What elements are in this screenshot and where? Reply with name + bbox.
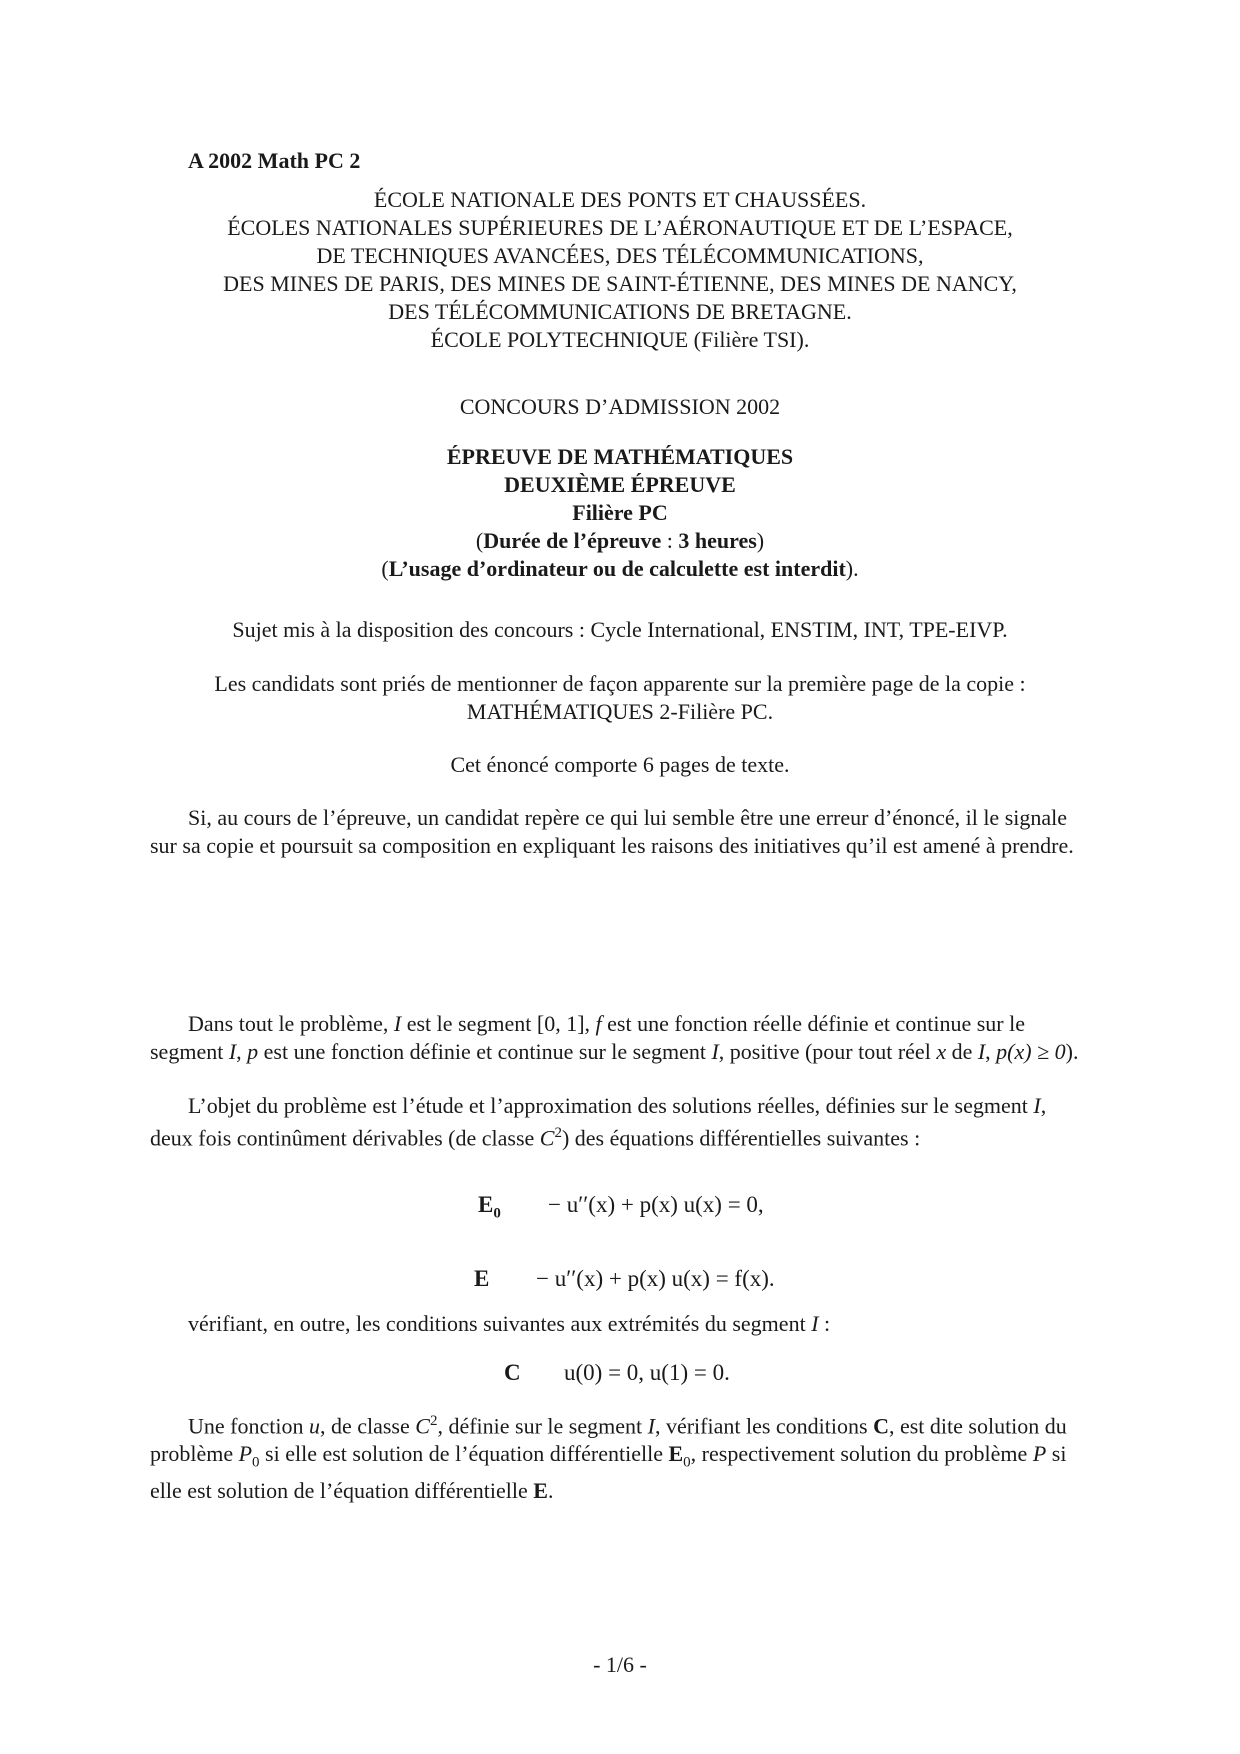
condition-label: C [504, 1360, 521, 1385]
epreuve-line-2: DEUXIÈME ÉPREUVE [504, 472, 736, 497]
school-line: DES MINES DE PARIS, DES MINES DE SAINT-ÉTIENNE, DES MINES DE NANCY, [223, 271, 1017, 296]
equation-expression: − u′′(x) + p(x) u(x) = 0, [548, 1192, 764, 1217]
pages-text: Cet énoncé comporte 6 pages de texte. [450, 752, 790, 777]
schools-block [150, 186, 1090, 354]
exam-code: A 2002 Math PC 2 [188, 148, 361, 173]
problem-paragraph-2: L’objet du problème est l’étude et l’approximation des solutions réelles, définies sur le segment I, deux fois continûment dérivables (de classe $C^2$) des équations différentielles suivantes : [150, 1093, 1047, 1150]
school-line: DE TECHNIQUES AVANCÉES, DES TÉLÉCOMMUNICATIONS, [316, 243, 924, 268]
condition-c [504, 1360, 730, 1386]
school-line: ÉCOLES NATIONALES SUPÉRIEURES DE L’AÉRONAUTIQUE ET DE L’ESPACE, [227, 215, 1013, 240]
equation-expression: − u′′(x) + p(x) u(x) = f(x). [536, 1266, 775, 1291]
usage-text: L’usage d’ordinateur ou de calculette est interdit [388, 556, 846, 581]
epreuve-line-1: ÉPREUVE DE MATHÉMATIQUES [446, 444, 794, 469]
problem-paragraph-3: Une fonction u, de classe $C^2$, définie sur le segment I, vérifiant les conditions C, est dite solution du problème $P_0$ si elle est solution de l’équation différentielle $E_0$, respectivement solution du problème P si elle est solution de l’équation différentielle E. [150, 1413, 1067, 1503]
equation-label: $E_0$ [478, 1192, 501, 1222]
mention-block [150, 670, 1090, 726]
mention-line-1: Les candidats sont priés de mentionner de façon apparente sur la première page de la copie : [214, 671, 1026, 696]
pages-line [150, 751, 1090, 779]
school-line: DES TÉLÉCOMMUNICATIONS DE BRETAGNE. [388, 299, 852, 324]
concours-title [150, 393, 1090, 421]
school-line: ÉCOLE POLYTECHNIQUE (Filière TSI). [430, 327, 810, 352]
epreuve-block [150, 443, 1090, 583]
paren: ). [845, 556, 859, 581]
paren: ) [756, 528, 765, 553]
school-line: ÉCOLE NATIONALE DES PONTS ET CHAUSSÉES. [373, 187, 867, 212]
duree-line [150, 527, 1090, 555]
concours-line: CONCOURS D’ADMISSION 2002 [459, 394, 781, 419]
problem-paragraph-1: Dans tout le problème, I est le segment [0, 1], f est une fonction réelle définie et continue sur le segment I, p est une fonction définie et continue sur le segment I, positive (pour tout réel x de I, p(x) ≥ 0). [150, 1011, 1079, 1064]
equation-label: E [474, 1266, 490, 1291]
equation-e [474, 1266, 775, 1292]
usage-line [150, 555, 1090, 583]
sujet-text: Sujet mis à la disposition des concours : Cycle International, ENSTIM, INT, TPE-EIVP. [232, 617, 1008, 642]
sujet-line [150, 616, 1090, 644]
paren: ( [475, 528, 484, 553]
erreur-paragraph: Si, au cours de l’épreuve, un candidat repère ce qui lui semble être une erreur d’énoncé, il le signale sur sa copie et poursuit sa composition en expliquant les raisons des initiatives qu’il est amené à prendre. [150, 805, 1074, 858]
verifiant-line: vérifiant, en outre, les conditions suivantes aux extrémités du segment I : [188, 1311, 831, 1336]
page-number: - 1/6 - [593, 1652, 647, 1677]
condition-expression: u(0) = 0, u(1) = 0. [564, 1360, 730, 1385]
paren: ( [381, 556, 389, 581]
mention-line-2: MATHÉMATIQUES 2-Filière PC. [466, 699, 774, 724]
sep: : [661, 528, 679, 553]
duree-label: Durée de l’épreuve [483, 528, 662, 553]
duree-value: 3 heures [678, 528, 757, 553]
filiere-line: Filière PC [572, 500, 668, 525]
equation-e0 [478, 1192, 764, 1223]
